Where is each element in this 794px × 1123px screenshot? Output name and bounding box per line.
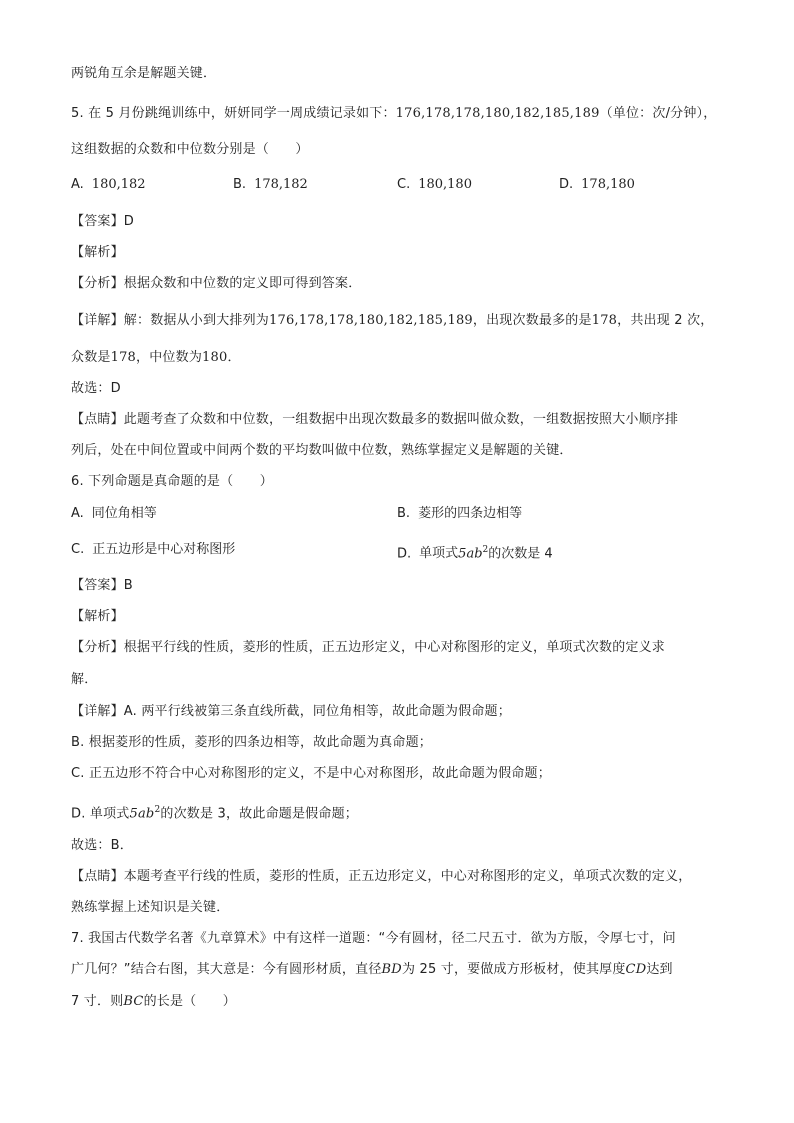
text-span: （单位：次/分钟）， — [599, 106, 717, 121]
option-letter: A. — [71, 177, 84, 192]
option-value: 178,180 — [581, 177, 635, 192]
math-expression: BD — [381, 962, 402, 977]
text-span: 5. 在 5 月份跳绳训练中，妍妍同学一周成绩记录如下： — [71, 106, 396, 121]
q5-detail-1 — [71, 313, 713, 329]
q5-option-a — [71, 177, 146, 193]
q5-choice: 故选：D — [71, 381, 121, 396]
number: 178 — [110, 350, 137, 365]
number: 178 — [591, 313, 618, 328]
q6-comment-2: 熟练掌握上述知识是关键． — [71, 900, 230, 915]
option-text: 单项式 — [419, 546, 459, 562]
text-span: 7 寸．则 — [71, 994, 124, 1009]
text-line: 两锐角互余是解题关键． — [71, 66, 217, 81]
question-7-line-1: 7. 我国古代数学名著《九章算术》中有这样一道题：“今有圆材，径二尺五寸．欲为方版，令厚七寸，问 — [71, 931, 676, 946]
text-span: ，中位数为 — [136, 350, 203, 365]
question-6-stem: 6. 下列命题是真命题的是（ ） — [71, 474, 273, 489]
q6-analysis-2: 解． — [71, 672, 98, 687]
question-5-stem — [71, 106, 716, 122]
q5-answer: 【答案】D — [71, 214, 135, 229]
text-span: 众数是 — [71, 350, 111, 365]
math-expression: CD — [625, 962, 647, 977]
q6-choice: 故选：B． — [71, 838, 133, 853]
number: 180 — [202, 350, 228, 365]
option-value: 178,182 — [254, 177, 308, 192]
option-value: 同位角相等 — [91, 506, 157, 521]
data-values: 176,178,178,180,182,185,189 — [269, 313, 473, 328]
text-span: ． — [227, 350, 241, 365]
text-span: 的次数是 3，故此命题是假命题； — [160, 806, 358, 822]
q6-comment-1: 【点睛】本题考查平行线的性质，菱形的性质，正五边形定义，中心对称图形的定义，单项式次数的定义， — [71, 869, 692, 884]
option-letter: B. — [233, 177, 247, 192]
q6-answer: 【答案】B — [71, 578, 133, 593]
option-value: 菱形的四条边相等 — [418, 506, 523, 521]
q6-detail-d — [71, 802, 358, 822]
question-7-line-3 — [71, 994, 236, 1010]
text-span: 【详解】解：数据从小到大排列为 — [71, 313, 270, 328]
q6-jiexi: 【解析】 — [71, 609, 124, 624]
option-letter: C. — [71, 542, 85, 557]
q6-option-c — [71, 542, 235, 558]
option-value: 正五边形是中心对称图形 — [92, 542, 236, 557]
q6-detail-b: B. 根据菱形的性质，菱形的四条边相等，故此命题为真命题； — [71, 735, 432, 750]
text-span: ，出现次数最多的是 — [472, 313, 592, 328]
q6-option-a — [71, 506, 157, 522]
q6-detail-c: C. 正五边形不符合中心对称图形的定义，不是中心对称图形，故此命题为假命题； — [71, 766, 551, 781]
q6-analysis-1: 【分析】根据平行线的性质，菱形的性质，正五边形定义，中心对称图形的定义，单项式次数的定义求 — [71, 640, 666, 655]
q5-option-b — [233, 177, 308, 193]
q6-option-d — [397, 542, 553, 562]
question-7-line-2 — [71, 962, 673, 978]
q5-comment-2: 列后，处在中间位置或中间两个数的平均数叫做中位数，熟练掌握定义是解题的关键． — [71, 443, 573, 458]
math-expression: BC — [123, 994, 144, 1009]
option-letter: D. — [397, 546, 412, 562]
q5-comment-1: 【点睛】此题考查了众数和中位数，一组数据中出现次数最多的数据叫做众数，一组数据按照大小顺序排 — [71, 412, 679, 427]
math-expression: 5ab — [458, 546, 483, 562]
q5-jiexi: 【解析】 — [71, 245, 124, 260]
text-span: D. 单项式 — [71, 806, 130, 822]
option-letter: A. — [71, 506, 84, 521]
exponent: 2 — [482, 545, 489, 555]
q5-detail-2 — [71, 350, 241, 366]
text-span: 的长是（ ） — [143, 994, 236, 1009]
option-letter: C. — [397, 177, 411, 192]
option-letter: D. — [559, 177, 574, 192]
math-expression: 5ab — [129, 806, 155, 822]
data-values: 176,178,178,180,182,185,189 — [395, 106, 600, 121]
text-span: 广几何？”结合右图，其大意是：今有圆形材质，直径 — [71, 962, 382, 977]
option-letter: B. — [397, 506, 411, 521]
option-value: 180,182 — [91, 177, 146, 192]
q6-option-b — [397, 506, 522, 522]
q6-detail-a: 【详解】A. 两平行线被第三条直线所截，同位角相等，故此命题为假命题； — [71, 704, 511, 719]
text-span: 达到 — [646, 962, 673, 977]
option-text: 的次数是 4 — [488, 546, 553, 562]
text-span: 为 25 寸，要做成方形板材，使其厚度 — [401, 962, 626, 977]
q5-option-c — [397, 177, 472, 193]
question-5-stem-cont: 这组数据的众数和中位数分别是（ ） — [71, 142, 309, 157]
text-span: ，共出现 2 次， — [617, 313, 714, 328]
exponent: 2 — [154, 805, 161, 815]
option-value: 180,180 — [418, 177, 472, 192]
q5-option-d — [559, 177, 635, 193]
q5-analysis: 【分析】根据众数和中位数的定义即可得到答案． — [71, 276, 362, 291]
